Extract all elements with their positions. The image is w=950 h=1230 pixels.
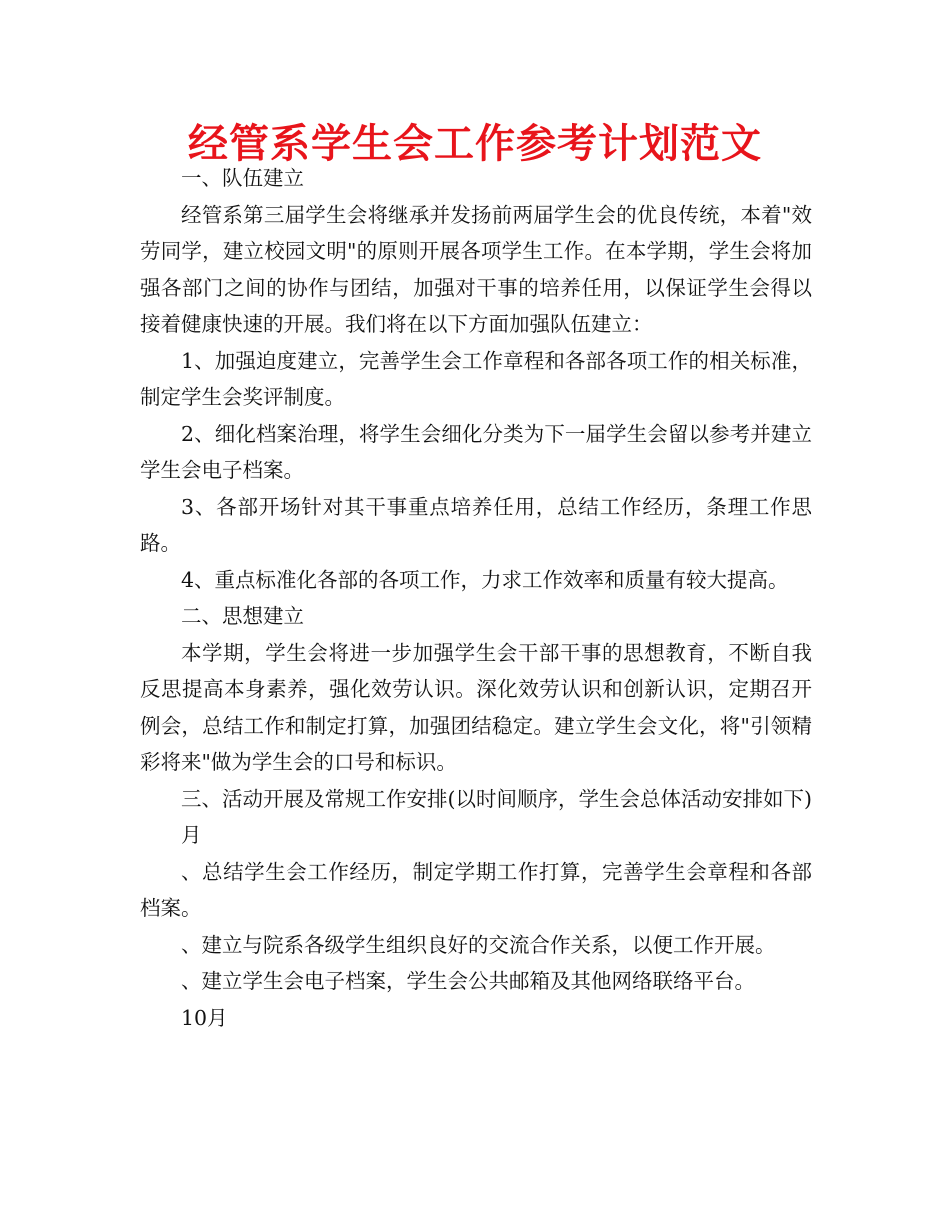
- document-title: 经管系学生会工作参考计划范文: [188, 121, 762, 167]
- list-item: 、建立与院系各级学生组织良好的交流合作关系，以便工作开展。: [181, 932, 776, 957]
- section-heading-activities: 三、活动开展及常规工作安排(以时间顺序，学生会总体活动安排如下): [181, 786, 812, 811]
- list-item: 1、加强迫度建立，完善学生会工作章程和各部各项工作的相关标准，制定学生会奖评制度。: [140, 348, 812, 409]
- list-item: 、建立学生会电子档案，学生会公共邮箱及其他网络联络平台。: [181, 969, 755, 993]
- list-item: 、总结学生会工作经历，制定学期工作打算，完善学生会章程和各部档案。: [140, 859, 812, 920]
- paragraph: 本学期，学生会将进一步加强学生会干部干事的思想教育，不断自我反思提高本身素养，强化效劳认识。深化效劳认识和创新认识，定期召开例会，总结工作和制定打算，加强团结稳定。建立学生会文化，将"引领精彩将来"做为学生会的口号和标识。: [140, 640, 812, 774]
- document-body: [140, 160, 812, 1036]
- month-label: 月: [181, 823, 202, 847]
- list-item: 4、重点标准化各部的各项工作，力求工作效率和质量有较大提高。: [181, 567, 789, 592]
- month-label: 10月: [181, 1005, 228, 1030]
- section-heading-team: 一、队伍建立: [181, 166, 304, 190]
- section-heading-thought: 二、思想建立: [181, 604, 304, 628]
- list-item: 2、细化档案治理，将学生会细化分类为下一届学生会留以参考并建立学生会电子档案。: [140, 421, 812, 482]
- list-item: 3、各部开场针对其干事重点培养任用，总结工作经历，条理工作思路。: [140, 494, 812, 555]
- paragraph: 经管系第三届学生会将继承并发扬前两届学生会的优良传统，本着"效劳同学，建立校园文明"的原则开展各项学生工作。在本学期，学生会将加强各部门之间的协作与团结，加强对干事的培养任用，以保证学生会得以接着健康快速的开展。我们将在以下方面加强队伍建立：: [140, 202, 812, 336]
